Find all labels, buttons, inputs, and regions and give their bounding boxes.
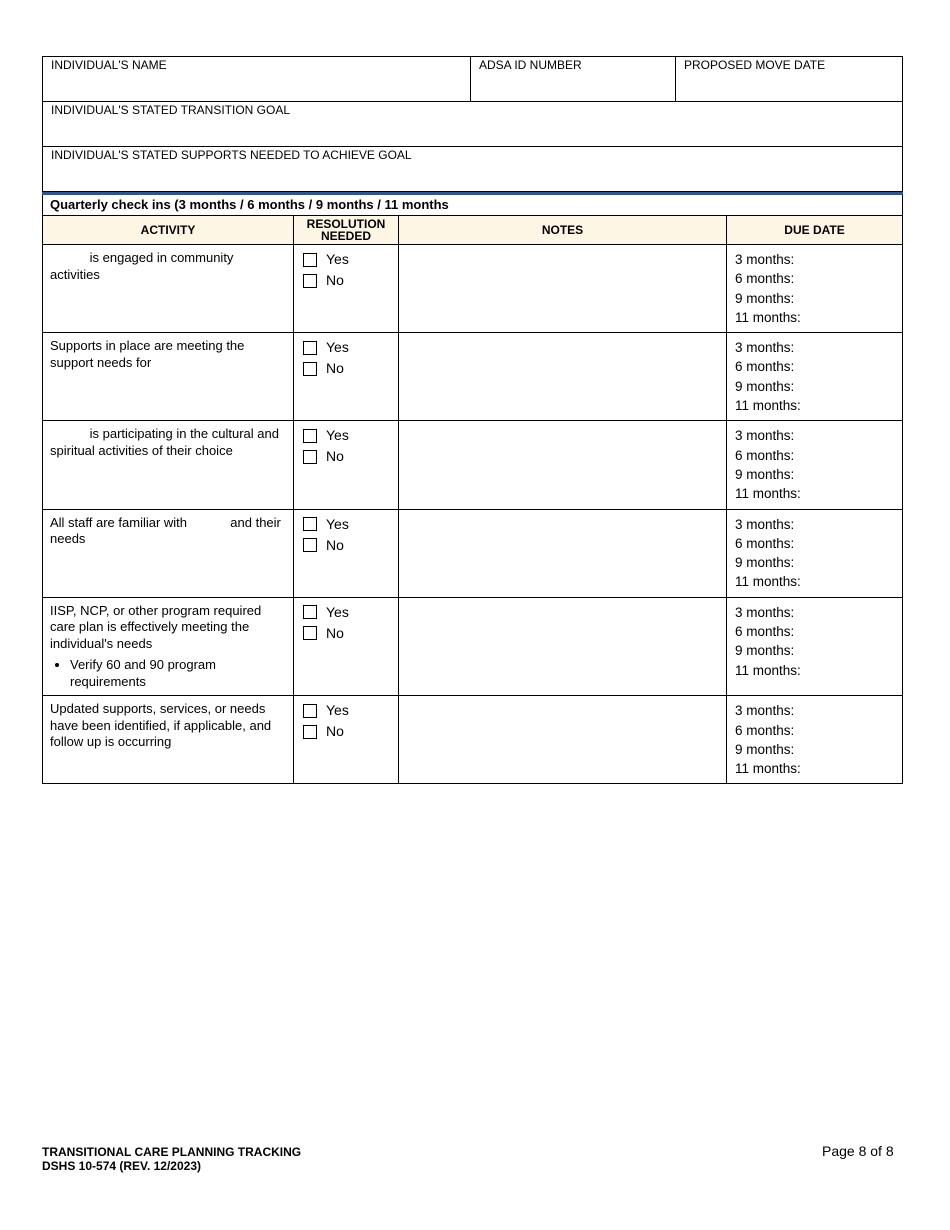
yes-checkbox[interactable] [303,700,389,721]
due-9-months: 9 months: [735,741,795,757]
activity-cell [43,333,294,421]
transition-goal-label: INDIVIDUAL'S STATED TRANSITION GOAL [51,103,290,117]
page-number: Page 8 of 8 [822,1143,894,1159]
due-11-months: 11 months: [735,309,801,325]
activity-text-b: and their needs [50,514,281,547]
notes-field[interactable] [399,421,727,509]
resolution-cell [294,597,399,696]
due-date-cell[interactable] [727,333,903,421]
transition-goal-field[interactable] [43,102,903,147]
proposed-move-date-field[interactable] [676,57,903,102]
due-9-months: 9 months: [735,466,795,482]
notes-field[interactable] [399,696,727,784]
resolution-cell [294,421,399,509]
activity-text: Updated supports, services, or needs have been identified, if applicable, and follow up is occurring [50,701,272,750]
checkbox-square-icon [303,725,317,739]
due-date-cell[interactable] [727,696,903,784]
activity-text: All staff are familiar with [50,514,188,530]
no-checkbox[interactable] [303,270,389,291]
checkbox-square-icon [303,626,317,640]
footer-form-info [42,1145,301,1173]
table-row [43,421,903,509]
individual-name-label: INDIVIDUAL'S NAME [51,58,167,72]
due-3-months: 3 months: [735,703,795,719]
yes-checkbox[interactable] [303,514,389,535]
form-number: DSHS 10-574 (REV. 12/2023) [42,1159,201,1173]
due-6-months: 6 months: [735,447,795,463]
due-3-months: 3 months: [735,428,795,444]
no-checkbox[interactable] [303,446,389,467]
no-checkbox[interactable] [303,721,389,742]
no-checkbox[interactable] [303,535,389,556]
due-11-months: 11 months: [735,398,801,414]
no-checkbox[interactable] [303,623,389,644]
resolution-cell [294,333,399,421]
checkbox-square-icon [303,605,317,619]
no-label: No [326,536,344,553]
notes-field[interactable] [399,509,727,597]
checkbox-square-icon [303,274,317,288]
activity-cell [43,597,294,696]
activity-text: IISP, NCP, or other program required care plan is effectively meeting the individual's needs [50,602,262,651]
checkbox-square-icon [303,517,317,531]
yes-checkbox[interactable] [303,337,389,358]
checkbox-square-icon [303,450,317,464]
resolution-cell [294,696,399,784]
no-label: No [326,624,344,641]
activity-text: Supports in place are meeting the support needs for [50,338,245,370]
due-9-months: 9 months: [735,378,795,394]
table-row [43,597,903,696]
resolution-cell [294,509,399,597]
due-9-months: 9 months: [735,555,795,571]
checkbox-square-icon [303,538,317,552]
due-6-months: 6 months: [735,722,795,738]
yes-label: Yes [326,339,349,356]
due-11-months: 11 months: [735,574,801,590]
activity-cell [43,509,294,597]
header-table [42,56,903,192]
due-date-cell[interactable] [727,597,903,696]
activity-text: is engaged in community activities [50,250,234,282]
due-3-months: 3 months: [735,252,795,267]
checkbox-square-icon [303,253,317,267]
notes-field[interactable] [399,597,727,696]
due-6-months: 6 months: [735,271,795,287]
table-row [43,333,903,421]
section-title: Quarterly check ins (3 months / 6 months / 9 months / 11 months [43,194,903,216]
proposed-move-date-label: PROPOSED MOVE DATE [684,58,826,72]
due-11-months: 11 months: [735,486,801,502]
activity-bullet: • Verify 60 and 90 program requirements [70,657,286,690]
col-resolution [294,216,399,245]
due-date-cell[interactable] [727,509,903,597]
table-row [43,245,903,333]
form-title: TRANSITIONAL CARE PLANNING TRACKING [42,1145,302,1159]
due-6-months: 6 months: [735,624,795,640]
no-label: No [326,448,344,465]
yes-checkbox[interactable] [303,602,389,623]
due-11-months: 11 months: [735,662,801,678]
checkbox-square-icon [303,429,317,443]
due-date-cell[interactable] [727,421,903,509]
yes-label: Yes [326,702,349,719]
activity-text: is participating in the cultural and spiritual activities of their choice [50,426,279,458]
activity-cell [43,696,294,784]
no-label: No [326,723,344,740]
checkin-table [42,192,903,784]
yes-label: Yes [326,427,349,444]
individual-name-field[interactable] [43,57,471,102]
due-6-months: 6 months: [735,535,795,551]
activity-cell [43,421,294,509]
form-frame [42,56,902,784]
adsa-id-label: ADSA ID NUMBER [479,58,582,72]
no-checkbox[interactable] [303,358,389,379]
no-label: No [326,360,344,377]
no-label: No [326,272,344,288]
col-notes: NOTES [399,216,727,245]
activity-cell [43,245,294,333]
col-activity: ACTIVITY [43,216,294,245]
due-9-months: 9 months: [735,643,795,659]
due-3-months: 3 months: [735,604,795,620]
table-row [43,509,903,597]
col-resolution-label: RESOLUTION NEEDED [306,217,386,243]
due-9-months: 9 months: [735,290,795,306]
due-3-months: 3 months: [735,516,795,532]
due-11-months: 11 months: [735,761,801,777]
notes-field[interactable] [399,245,727,333]
activity-bullets [50,657,286,690]
yes-checkbox[interactable] [303,249,389,270]
due-date-cell[interactable] [727,245,903,333]
supports-needed-label: INDIVIDUAL'S STATED SUPPORTS NEEDED TO ACHIEVE GOAL [51,148,412,162]
checkbox-square-icon [303,362,317,376]
due-3-months: 3 months: [735,340,795,356]
resolution-cell [294,245,399,333]
checkbox-square-icon [303,341,317,355]
yes-label: Yes [326,515,349,532]
col-due-date: DUE DATE [727,216,903,245]
table-row [43,696,903,784]
checkbox-square-icon [303,704,317,718]
supports-needed-field[interactable] [43,147,903,192]
yes-checkbox[interactable] [303,425,389,446]
yes-label: Yes [326,251,349,267]
notes-field[interactable] [399,333,727,421]
adsa-id-field[interactable] [471,57,676,102]
due-6-months: 6 months: [735,359,795,375]
yes-label: Yes [326,603,349,620]
